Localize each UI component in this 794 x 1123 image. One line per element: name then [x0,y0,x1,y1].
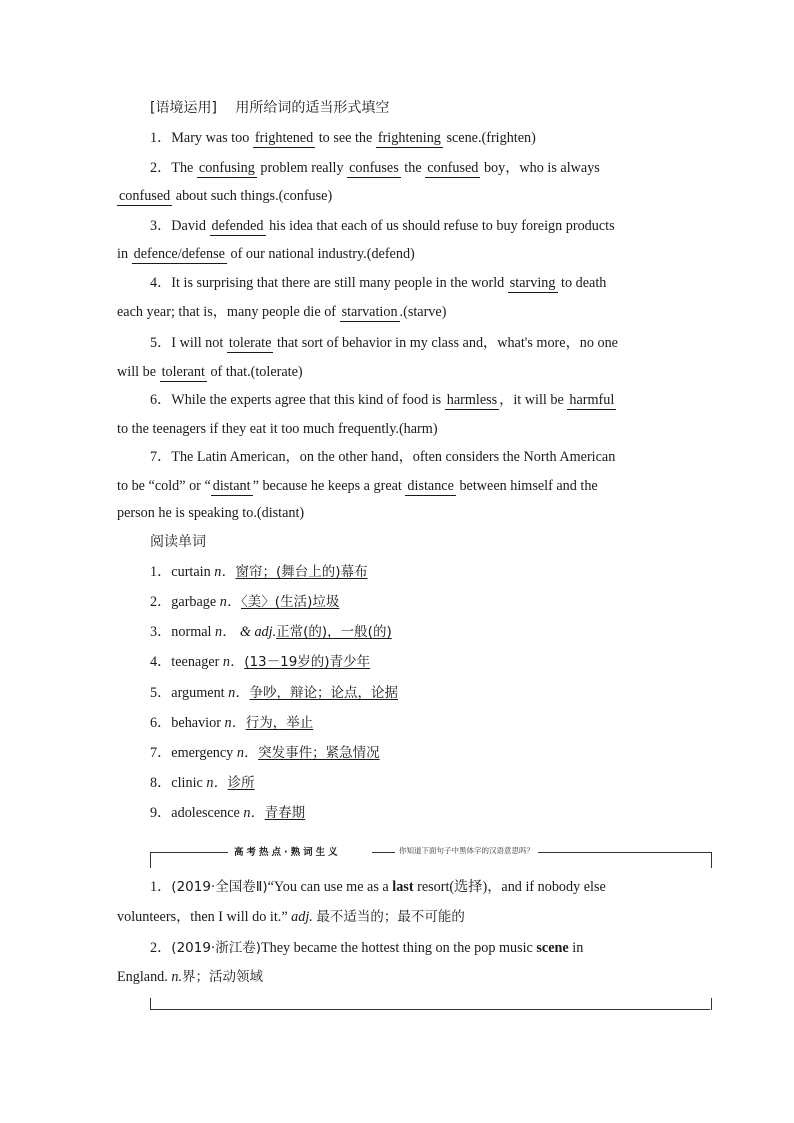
question-text: to the teenagers if they eat it too much frequently.(harm) [117,421,438,437]
item-number: 1． [150,879,172,895]
item-number: 9． [150,805,172,821]
part-of-speech: n. [171,969,183,985]
answer-blank: tolerate [228,335,272,351]
answer-blank: frightening [377,130,441,146]
question-text: The Latin American，on the other hand，often considers the North American [171,449,616,465]
example-meaning: 界；活动领域 [182,969,264,985]
word: teenager [171,654,220,670]
part-of-speech: n． [214,564,236,580]
answer-blank: harmful [569,392,615,408]
answer-blank: defended [211,218,264,234]
question-text: that sort of behavior in my class and，what's more，no one [273,335,618,351]
question-7-cont [117,476,677,496]
word: emergency [171,745,234,761]
question-text: to see the [315,130,376,146]
heading-text: 用所给词的适当形式填空 [235,100,390,116]
question-number: 6． [150,392,172,408]
answer-blank: distant [212,478,251,494]
item-number: 2． [150,940,172,956]
item-number: 5． [150,685,172,701]
box-border [150,998,151,1010]
word-item-1 [150,562,710,582]
answer-blank: confused [119,188,171,204]
question-2-cont [117,186,677,206]
question-text: about such things.(confuse) [172,188,333,204]
item-number: 3． [150,624,172,640]
reading-words-heading: 阅读单词 [150,534,206,550]
question-text: The [171,160,197,176]
example-text: in [568,940,584,956]
item-number: 8． [150,775,172,791]
hot-example-2-cont [117,967,677,987]
question-7-cont2 [117,503,677,523]
question-text: Mary was too [171,130,253,146]
item-number: 1． [150,564,172,580]
question-text: problem really [256,160,348,176]
box-border [150,852,151,868]
hot-example-2 [150,938,710,958]
word-meaning: 正常(的)，一般(的) [276,624,392,640]
question-2 [150,158,710,178]
answer-blank: harmless [446,392,498,408]
word: behavior [171,715,221,731]
answer-blank: starving [509,275,556,291]
answer-blank: confuses [349,160,399,176]
example-meaning: 最不适当的；最不可能的 [316,909,465,925]
word-item-8 [150,773,710,793]
question-3 [150,216,710,236]
item-number: 4． [150,654,172,670]
question-3-cont [117,244,677,264]
bold-word: scene [536,940,569,956]
answer-blank: starvation [341,304,398,320]
question-text: his idea that each of us should refuse to buy foreign products [265,218,615,234]
hot-example-1 [150,877,710,897]
question-text: to death [557,275,607,291]
question-number: 4． [150,275,172,291]
question-5 [150,333,710,353]
question-text: each year; that is，many people die of [117,304,340,320]
part-of-speech: n． [215,624,237,640]
example-source: (2019·浙江卷) [171,940,261,956]
question-text: ” because he keeps a great [252,478,406,494]
word: adolescence [171,805,240,821]
word: argument [171,685,225,701]
part-of-speech: n． [206,775,228,791]
word: normal [171,624,212,640]
box-border [150,1009,710,1010]
question-text: the [400,160,426,176]
word-meaning: 诊所 [227,775,255,791]
example-source: (2019·全国卷Ⅱ) [171,879,268,895]
question-text: It is surprising that there are still many people in the world [171,275,508,291]
question-text: boy，who is always [480,160,600,176]
word: garbage [171,594,217,610]
question-4 [150,273,710,293]
item-number: 2． [150,594,172,610]
question-6-cont [117,419,677,439]
question-text: person he is speaking to.(distant) [117,505,305,521]
example-text: resort(选择)，and if nobody else [413,879,606,895]
word-item-5 [150,683,710,703]
question-text: David [171,218,210,234]
part-of-speech: & adj. [239,624,277,640]
question-number: 1． [150,130,172,146]
question-text: While the experts agree that this kind of food is [171,392,445,408]
word-meaning: 争吵，辩论；论点，论据 [249,685,398,701]
part-of-speech: n． [219,594,242,610]
question-text: ，it will be [499,392,568,408]
word-meaning: 青春期 [264,805,306,821]
example-text: They became the hottest thing on the pop music [260,940,537,956]
question-4-cont [117,302,677,322]
exercise-heading [150,98,710,118]
word-item-9 [150,803,710,823]
part-of-speech: n． [224,715,246,731]
question-text: scene.(frighten) [442,130,536,146]
part-of-speech: n． [222,654,245,670]
answer-blank: tolerant [161,364,205,380]
question-text: of that.(tolerate) [206,364,303,380]
answer-blank: defence/defense [133,246,225,262]
box-border [711,998,712,1010]
word-item-7 [150,743,710,763]
answer-blank: confusing [198,160,255,176]
hot-example-1-cont [117,907,677,927]
question-6 [150,390,710,410]
box-title: 高考热点·熟词生义 [230,844,345,858]
question-number: 5． [150,335,172,351]
word: curtain [171,564,211,580]
question-5-cont [117,362,677,382]
word-item-2 [150,592,710,612]
question-text: will be [117,364,160,380]
word-item-4 [150,652,710,672]
answer-blank: distance [407,478,454,494]
word-meaning: (13－19岁的)青少年 [244,654,371,670]
answer-blank: frightened [254,130,314,146]
question-text: between himself and the [455,478,598,494]
answer-blank: confused [427,160,479,176]
example-text: England. [117,969,168,985]
word-meaning: 突发事件；紧急情况 [258,745,380,761]
example-text: volunteers，then I will do it.” [117,909,288,925]
word-item-3 [150,622,710,642]
heading-tag: [语境运用] [150,100,217,116]
word-meaning: 〈美〉(生活)垃圾 [241,594,340,610]
question-7 [150,447,710,467]
part-of-speech: adj. [291,909,313,925]
question-text: .(starve) [399,304,447,320]
question-text: in [117,246,132,262]
word-item-6 [150,713,710,733]
item-number: 6． [150,715,172,731]
word: clinic [171,775,203,791]
box-border [711,852,712,868]
word-meaning: 窗帘；(舞台上的)幕布 [235,564,368,580]
part-of-speech: n． [236,745,259,761]
question-number: 3． [150,218,172,234]
box-subtitle: 你知道下面句子中黑体字的汉语意思吗？ [395,845,538,856]
part-of-speech: n． [243,805,265,821]
bold-word: last [392,879,414,895]
item-number: 7． [150,745,172,761]
example-text: “You can use me as a [267,879,393,895]
box-border [150,852,228,853]
word-meaning: 行为，举止 [245,715,314,731]
question-text: I will not [171,335,227,351]
question-1 [150,128,710,148]
question-number: 7． [150,449,172,465]
part-of-speech: n． [228,685,250,701]
question-text: to be “cold” or “ [117,478,211,494]
question-number: 2． [150,160,172,176]
question-text: of our national industry.(defend) [226,246,415,262]
